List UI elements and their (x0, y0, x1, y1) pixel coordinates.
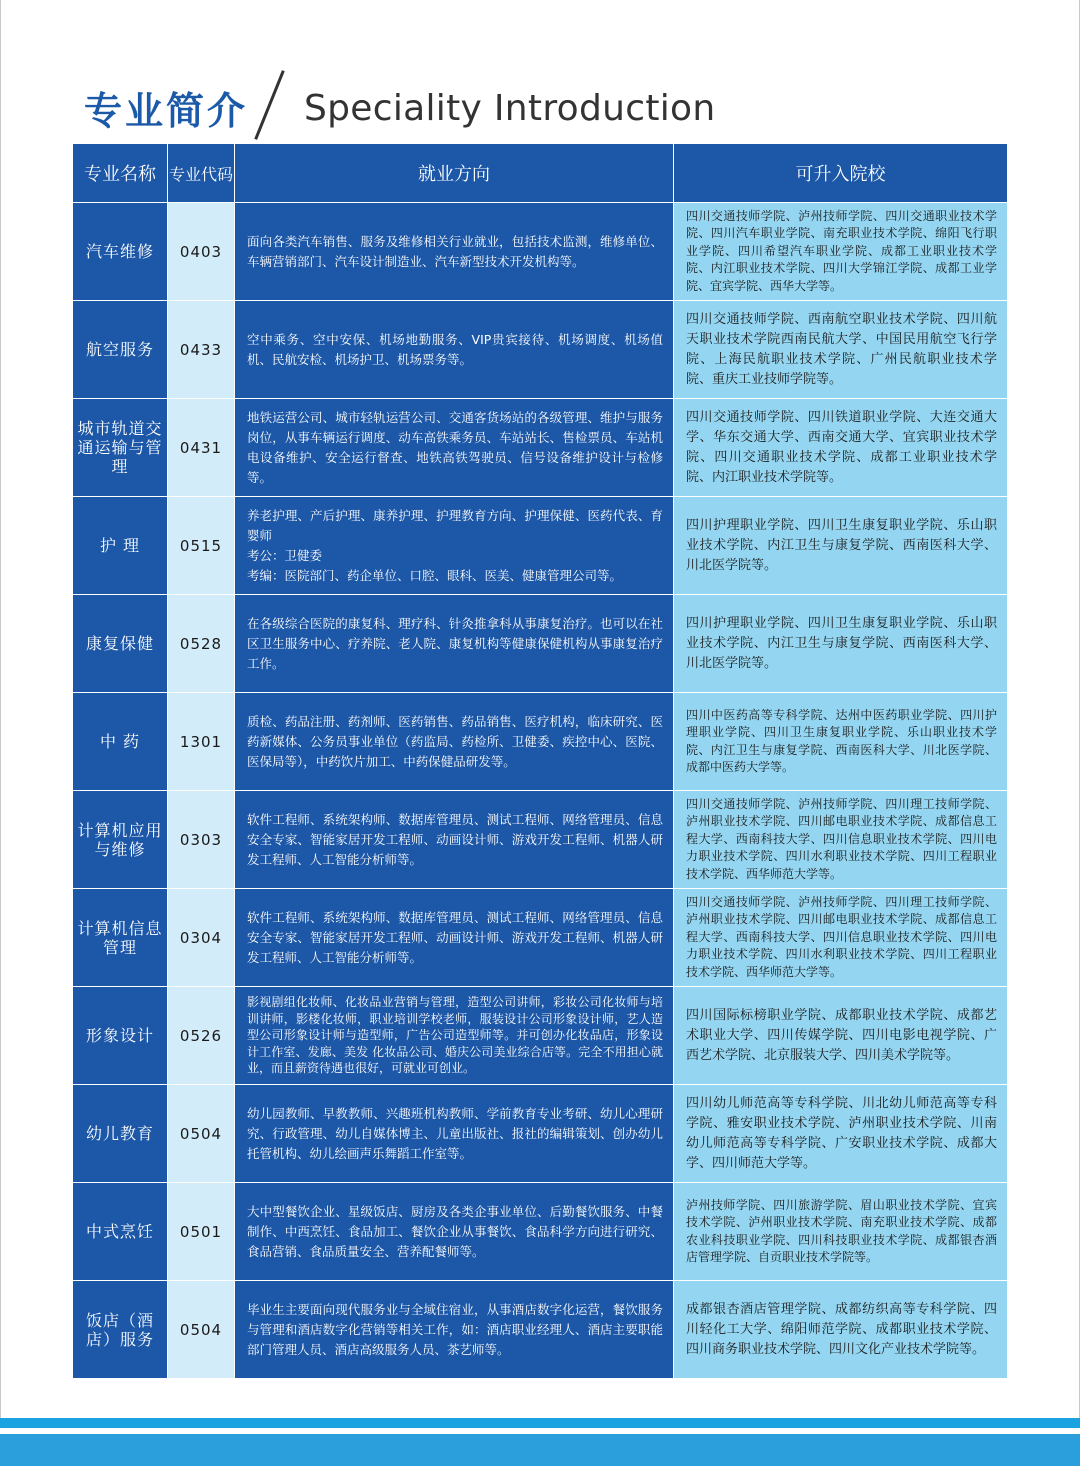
speciality-code: 0515 (168, 497, 235, 595)
employment-direction (235, 203, 674, 301)
employment-direction-text: 空中乘务、空中安保、机场地勤服务、VIP贵宾接待、机场调度、机场值机、民航安检、机场护卫、机场票务等。 (247, 331, 663, 367)
eligible-schools-text: 四川国际标榜职业学院、成都职业技术学院、成都艺术职业大学、四川传媒学院、四川电影电视学院、广西艺术学院、北京服装大学、四川美术学院等。 (686, 1007, 997, 1063)
speciality-code: 0504 (168, 1281, 235, 1379)
speciality-table-container (72, 143, 1007, 1381)
employment-direction-text: 大中型餐饮企业、星级饭店、厨房及各类企事业单位、后勤餐饮服务、中餐制作、中西烹饪、食品加工、餐饮企业从事餐饮、食品科学方向进行研究、食品营销、食品质量安全、营养配餐师等。 (247, 1203, 663, 1259)
employment-direction-text: 在各级综合医院的康复科、理疗科、针灸推拿科从事康复治疗。也可以在社区卫生服务中心、疗养院、老人院、康复机构等健康保健机构从事康复治疗工作。 (247, 615, 663, 671)
employment-direction (235, 1183, 674, 1281)
eligible-schools-text: 成都银杏酒店管理学院、成都纺织高等专科学院、四川轻化工大学、绵阳师范学院、成都职业技术学院、四川商务职业技术学院、四川文化产业技术学院等。 (686, 1301, 997, 1357)
eligible-schools-text: 四川交通技师学院、泸州技师学院、四川理工技师学院、泸州职业技术学院、四川邮电职业技术学院、成都信息工程大学、西南科技大学、四川信息职业技术学院、四川电力职业技术学院、四川水利职业技术学院、四川工程职业技术学院、西华师范大学等。 (686, 796, 997, 881)
table-row (73, 301, 1008, 399)
table-row (73, 791, 1008, 889)
employment-direction (235, 693, 674, 791)
eligible-schools (674, 889, 1008, 987)
speciality-name: 护 理 (73, 497, 168, 595)
speciality-name: 计算机信息管理 (73, 889, 168, 987)
table-row (73, 693, 1008, 791)
eligible-schools (674, 693, 1008, 791)
eligible-schools-text: 四川幼儿师范高等专科学院、川北幼儿师范高等专科学院、雅安职业技术学院、泸州职业技术学院、川南幼儿师范高等专科学院、广安职业技术学院、成都大学、四川师范大学等。 (686, 1095, 997, 1171)
employment-direction-text: 软件工程师、系统架构师、数据库管理员、测试工程师、网络管理员、信息安全专家、智能家居开发工程师、动画设计师、游戏开发工程师、机器人研发工程师、人工智能分析师等。 (247, 811, 663, 867)
speciality-name: 汽车维修 (73, 203, 168, 301)
speciality-code: 1301 (168, 693, 235, 791)
table-row (73, 1281, 1008, 1379)
eligible-schools (674, 203, 1008, 301)
eligible-schools (674, 399, 1008, 497)
table-row (73, 1085, 1008, 1183)
eligible-schools-text: 四川中医药高等专科学院、达州中医药职业学院、四川护理职业学院、四川卫生康复职业学院、乐山职业技术学院、内江卫生与康复学院、西南医科大学、川北医学院、成都中医药大学等。 (686, 707, 997, 774)
employment-direction-text: 养老护理、产后护理、康养护理、护理教育方向、护理保健、医药代表、育婴师 考公：卫健委 考编：医院部门、药企单位、口腔、眼科、医美、健康管理公司等。 (247, 507, 663, 583)
eligible-schools-text: 四川护理职业学院、四川卫生康复职业学院、乐山职业技术学院、内江卫生与康复学院、西南医科大学、川北医学院等。 (686, 517, 997, 573)
speciality-code: 0303 (168, 791, 235, 889)
footer-stripe-dark (0, 1434, 1080, 1466)
title-divider-slash (254, 70, 285, 140)
employment-direction (235, 301, 674, 399)
employment-direction (235, 791, 674, 889)
eligible-schools (674, 301, 1008, 399)
employment-direction (235, 1085, 674, 1183)
table-row (73, 595, 1008, 693)
table-row (73, 203, 1008, 301)
employment-direction-text: 毕业生主要面向现代服务业与全域住宿业，从事酒店数字化运营，餐饮服务与管理和酒店数字化营销等相关工作，如：酒店职业经理人、酒店主要职能部门管理人员、酒店高级服务人员、茶艺师等。 (247, 1301, 663, 1357)
speciality-name: 幼儿教育 (73, 1085, 168, 1183)
speciality-name: 计算机应用与维修 (73, 791, 168, 889)
eligible-schools-text: 四川交通技师学院、西南航空职业技术学院、四川航天职业技术学院西南民航大学、中国民用航空飞行学院、上海民航职业技术学院、广州民航职业技术学院、重庆工业技师学院等。 (686, 311, 997, 387)
employment-direction-text: 软件工程师、系统架构师、数据库管理员、测试工程师、网络管理员、信息安全专家、智能家居开发工程师、动画设计师、游戏开发工程师、机器人研发工程师、人工智能分析师等。 (247, 909, 663, 965)
header-name: 专业名称 (73, 144, 168, 203)
table-row (73, 497, 1008, 595)
employment-direction (235, 987, 674, 1085)
speciality-name: 饭店（酒店）服务 (73, 1281, 168, 1379)
employment-direction-text: 幼儿园教师、早教教师、兴趣班机构教师、学前教育专业考研、幼儿心理研究、行政管理、幼儿自媒体博主、儿童出版社、报社的编辑策划、创办幼儿托管机构、幼儿绘画声乐舞蹈工作室等。 (247, 1105, 663, 1161)
section-header (84, 74, 984, 138)
header-direction: 就业方向 (235, 144, 674, 203)
employment-direction (235, 1281, 674, 1379)
eligible-schools-text: 四川交通技师学院、泸州技师学院、四川理工技师学院、泸州职业技术学院、四川邮电职业技术学院、成都信息工程大学、西南科技大学、四川信息职业技术学院、四川电力职业技术学院、四川水利职业技术学院、四川工程职业技术学院、西华师范大学等。 (686, 894, 997, 979)
header-schools: 可升入院校 (674, 144, 1008, 203)
speciality-name: 城市轨道交通运输与管理 (73, 399, 168, 497)
table-body (73, 203, 1008, 1379)
eligible-schools (674, 595, 1008, 693)
employment-direction (235, 497, 674, 595)
eligible-schools (674, 1085, 1008, 1183)
table-row (73, 889, 1008, 987)
speciality-code: 0504 (168, 1085, 235, 1183)
speciality-name: 中 药 (73, 693, 168, 791)
speciality-code: 0403 (168, 203, 235, 301)
speciality-code: 0526 (168, 987, 235, 1085)
speciality-name: 中式烹饪 (73, 1183, 168, 1281)
eligible-schools-text: 四川交通技师学院、四川铁道职业学院、大连交通大学、华东交通大学、西南交通大学、宜宾职业技术学院、四川交通职业技术学院、成都工业职业技术学院、内江职业技术学院等。 (686, 409, 997, 485)
speciality-name: 康复保健 (73, 595, 168, 693)
employment-direction (235, 399, 674, 497)
speciality-name: 航空服务 (73, 301, 168, 399)
speciality-code: 0431 (168, 399, 235, 497)
eligible-schools-text: 四川护理职业学院、四川卫生康复职业学院、乐山职业技术学院、内江卫生与康复学院、西南医科大学、川北医学院等。 (686, 615, 997, 671)
speciality-name: 形象设计 (73, 987, 168, 1085)
speciality-code: 0433 (168, 301, 235, 399)
speciality-code: 0528 (168, 595, 235, 693)
speciality-table (72, 143, 1008, 1379)
eligible-schools (674, 791, 1008, 889)
eligible-schools-text: 泸州技师学院、四川旅游学院、眉山职业技术学院、宜宾技术学院、泸州职业技术学院、南充职业技术学院、成都农业科技职业学院、四川科技职业技术学院、成都银杏酒店管理学院、自贡职业技术学院等。 (686, 1197, 997, 1264)
speciality-code: 0501 (168, 1183, 235, 1281)
header-code: 专业代码 (168, 144, 235, 203)
employment-direction-text: 影视剧组化妆师、化妆品业营销与管理，造型公司讲师，彩妆公司化妆师与培训讲师，影楼化妆师，职业培训学校老师，服装设计公司形象设计师，艺人造型公司形象设计师与造型师，广告公司造型师等。并可创办化妆品店，形象设计工作室、发廊、美发 化妆品公司、婚庆公司美业综合店等。完全不用担心就业，而且薪资待遇也很好，可就业可创业。 (247, 995, 663, 1076)
employment-direction (235, 889, 674, 987)
table-row (73, 987, 1008, 1085)
eligible-schools-text: 四川交通技师学院、泸州技师学院、四川交通职业技术学院、四川汽车职业学院、南充职业技术学院、绵阳飞行职业学院、四川希望汽车职业学院、成都工业职业技术学院、内江职业技术学院、四川大学锦江学院、成都工业学院、宜宾学院、西华大学等。 (686, 208, 997, 293)
table-row (73, 399, 1008, 497)
table-header-row (73, 144, 1008, 203)
speciality-code: 0304 (168, 889, 235, 987)
title-english: Speciality Introduction (304, 88, 716, 129)
eligible-schools (674, 1183, 1008, 1281)
footer-stripe-light (0, 1418, 1080, 1428)
employment-direction-text: 质检、药品注册、药剂师、医药销售、药品销售、医疗机构，临床研究、医药新媒体、公务员事业单位（药监局、药检所、卫健委、疾控中心、医院、医保局等），中药饮片加工、中药保健品研发等。 (247, 713, 663, 769)
eligible-schools (674, 987, 1008, 1085)
employment-direction-text: 地铁运营公司、城市轻轨运营公司、交通客货场站的各级管理、维护与服务岗位，从事车辆运行调度、动车高铁乘务员、车站站长、售检票员、车站机电设备维护、安全运行督查、地铁高铁驾驶员、信号设备维护设计与检修等。 (247, 409, 663, 485)
eligible-schools (674, 497, 1008, 595)
table-row (73, 1183, 1008, 1281)
employment-direction-text: 面向各类汽车销售、服务及维修相关行业就业，包括技术监测，维修单位、车辆营销部门、汽车设计制造业、汽车新型技术开发机构等。 (247, 233, 663, 269)
eligible-schools (674, 1281, 1008, 1379)
employment-direction (235, 595, 674, 693)
title-chinese: 专业简介 (84, 89, 249, 133)
